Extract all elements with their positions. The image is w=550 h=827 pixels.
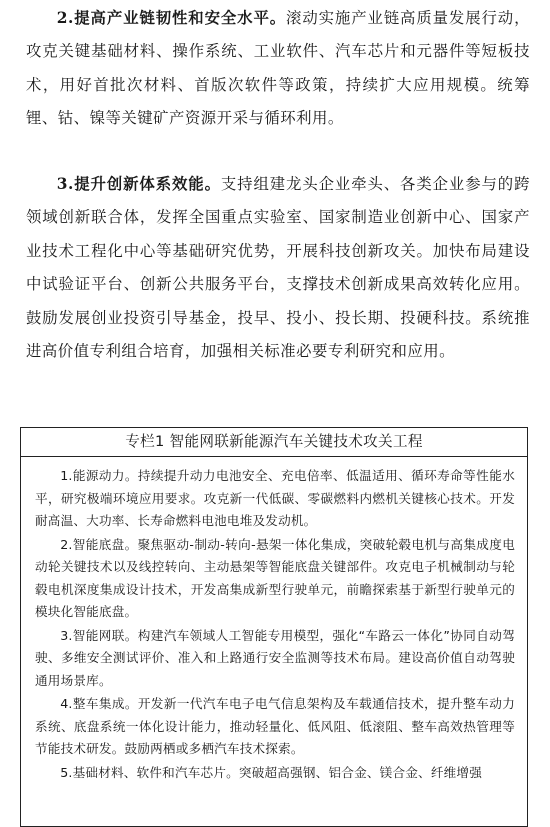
box-item-vehicle-integration: 4.整车集成。开发新一代汽车电子电气信息架构及车载通信技术，提升整车动力系统、底盘系统一体化设计能力，推动轻量化、低风阻、低滚阻、整车高效热管理等节能技术研发。鼓励两栖或多栖汽车技术探索。	[35, 696, 515, 756]
box-item-energy-power: 1.能源动力。持续提升动力电池安全、充电倍率、低温适用、循环寿命等性能水平，研究极端环境应用要求。攻克新一代低碳、零碳燃料内燃机关键核心技术。开发耐高温、大功率、长寿命燃料电池电堆及发动机。	[35, 468, 515, 528]
box-item-materials-software-chips: 5.基础材料、软件和汽车芯片。突破超高强钢、铝合金、镁合金、纤维增强	[60, 764, 483, 780]
paragraph-3-text: 支持组建龙头企业牵头、各类企业参与的跨领域创新联合体，发挥全国重点实验室、国家制造业创新中心、国家产业技术工程化中心等基础研究优势，开展科技创新攻关。加快布局建设中试验证平台、创新公共服务平台，支撑技术创新成果高效转化应用。鼓励发展创业投资引导基金，投早、投小、投长期、投硬科技。系统推进高价值专利组合培育，加强相关标准必要专利研究和应用。	[26, 175, 530, 361]
paragraph-2	[26, 2, 530, 136]
paragraph-2-lead: 2.提高产业链韧性和安全水平。	[56, 9, 287, 27]
box-item-intelligent-connectivity: 3.智能网联。构建汽车领域人工智能专用模型，强化“车路云一体化”协同自动驾驶、多维安全测试评价、准入和上路通行安全监测等技术布局。建设高价值自动驾驶通用场景库。	[35, 627, 515, 688]
column-box-body	[21, 457, 527, 784]
box-item-smart-chassis: 2.智能底盘。聚焦驱动-制动-转向-悬架一体化集成，突破轮毂电机与高集成度电动轮关键技术以及线控转向、主动悬架等智能底盘关键部件。攻克电子机械制动与轮毂电机深度集成设计技术，开发高集成新型行驶单元，前瞻探索基于新型行驶单元的模块化智能底盘。	[35, 536, 515, 619]
column-box-title: 专栏1 智能网联新能源汽车关键技术攻关工程	[21, 428, 527, 457]
paragraph-2-text: 滚动实施产业链高质量发展行动，攻克关键基础材料、操作系统、工业软件、汽车芯片和元器件等短板技术，用好首批次材料、首版次软件等政策，持续扩大应用规模。统筹锂、钴、镍等关键矿产资源开采与循环利用。	[26, 9, 530, 128]
paragraph-3	[26, 168, 530, 368]
paragraph-3-lead: 3.提升创新体系效能。	[56, 175, 221, 193]
column-box	[20, 427, 528, 827]
